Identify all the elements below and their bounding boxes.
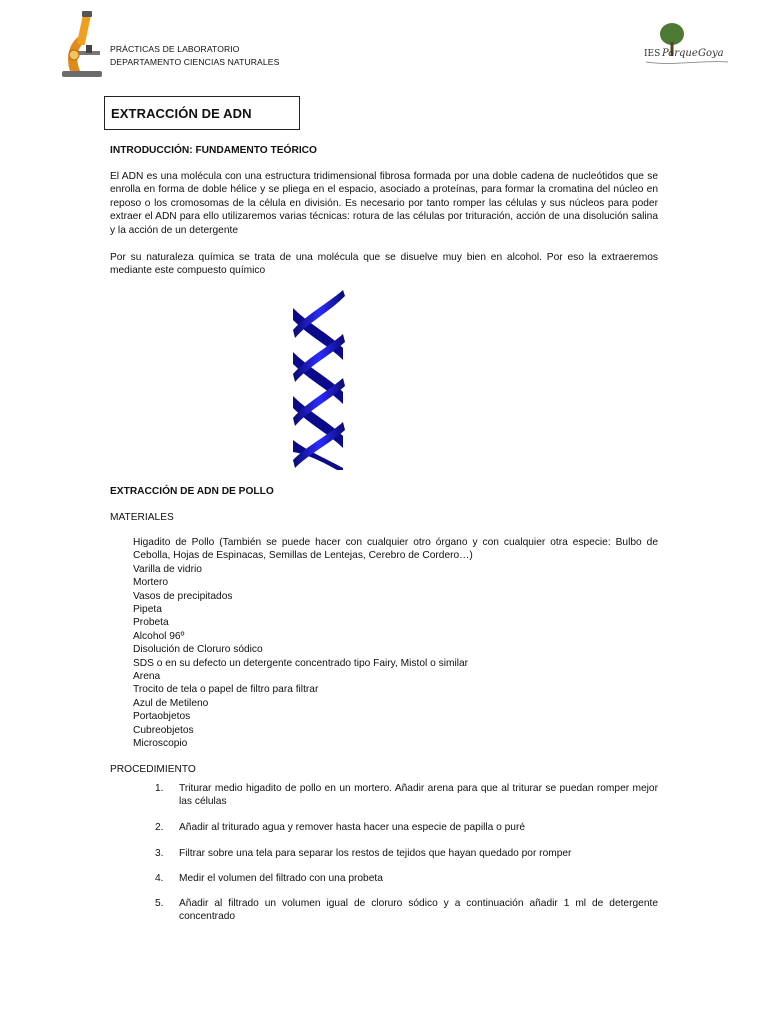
- materials-item: Probeta: [133, 617, 169, 629]
- school-logo-icon: [642, 18, 730, 74]
- materials-item: Higadito de Pollo (También se puede hacer con cualquier otro órgano y con cualquier otra especie: Bulbo de Cebolla, Hojas de Espinacas, Semillas de Lentejas, Cerebro de Cordero…): [133, 537, 658, 562]
- materials-item: Azul de Metileno: [133, 697, 209, 709]
- materials-label: MATERIALES: [110, 512, 174, 523]
- header-line-departamento: DEPARTAMENTO CIENCIAS NATURALES: [110, 57, 280, 67]
- materials-item: Arena: [133, 671, 161, 683]
- header-line-practicas: PRÁCTICAS DE LABORATORIO: [110, 44, 240, 54]
- svg-text:IES: IES: [644, 49, 661, 59]
- materials-item: Pipeta: [133, 604, 162, 616]
- step-number: 4.: [155, 873, 164, 884]
- materials-item: Alcohol 96º: [133, 630, 185, 642]
- step-text: Triturar medio higadito de pollo en un mortero. Añadir arena para que al triturar se puedan romper mejor las células: [179, 783, 658, 808]
- materials-list: [133, 536, 658, 751]
- step-number: 3.: [155, 848, 164, 859]
- microscope-logo-icon: [56, 9, 108, 79]
- intro-paragraph-1: El ADN es una molécula con una estructura tridimensional fibrosa formada por una doble cadena de nucleótidos que se enrolla en forma de doble hélice y se pliega en el espacio, asociado a proteínas, para formar la cromatina del núcleo en reposo o los cromosomas de la célula en división. Es necesario por tanto romper las células y sus núcleos para poder extraer el ADN para ello utilizaremos varias técnicas: rotura de las células por trituración, acción de una disolución salina y la acción de un detergente: [110, 171, 658, 236]
- materials-item: Disolución de Cloruro sódico: [133, 644, 263, 656]
- materials-item: Trocito de tela o papel de filtro para filtrar: [133, 684, 319, 696]
- step-text: Medir el volumen del filtrado con una probeta: [179, 873, 383, 884]
- materials-item: Microscopio: [133, 738, 188, 750]
- intro-paragraph-2: Por su naturaleza química se trata de una molécula que se disuelve muy bien en alcohol. Por eso la extraeremos mediante este compuesto químico: [110, 252, 658, 277]
- materials-item: Portaobjetos: [133, 711, 191, 723]
- procedure-label: PROCEDIMIENTO: [110, 764, 196, 775]
- step-text: Añadir al filtrado un volumen igual de cloruro sódico y a continuación añadir 1 ml de detergente concentrado: [179, 898, 658, 923]
- step-text: Añadir al triturado agua y remover hasta hacer una especie de papilla o puré: [179, 822, 526, 833]
- step-number: 1.: [155, 783, 164, 794]
- materials-item: SDS o en su defecto un detergente concentrado tipo Fairy, Mistol o similar: [133, 657, 469, 669]
- step-number: 5.: [155, 898, 164, 909]
- page-title: EXTRACCIÓN DE ADN: [111, 106, 252, 121]
- step-number: 2.: [155, 822, 164, 833]
- title-box: [104, 96, 300, 130]
- step-text: Filtrar sobre una tela para separar los restos de tejidos que hayan quedado por romper: [179, 848, 572, 859]
- intro-heading: INTRODUCCIÓN: FUNDAMENTO TEÓRICO: [110, 145, 317, 156]
- materials-item: Cubreobjetos: [133, 724, 194, 736]
- materials-item: Mortero: [133, 577, 169, 589]
- document-header: [110, 43, 279, 69]
- materials-item: Varilla de vidrio: [133, 563, 202, 575]
- materials-item: Vasos de precipitados: [133, 590, 233, 602]
- svg-text:Parque: Parque: [662, 48, 698, 59]
- dna-helix-icon: [289, 290, 347, 470]
- section-heading-extraccion-pollo: EXTRACCIÓN DE ADN DE POLLO: [110, 486, 274, 497]
- svg-text:Goya: Goya: [698, 48, 724, 59]
